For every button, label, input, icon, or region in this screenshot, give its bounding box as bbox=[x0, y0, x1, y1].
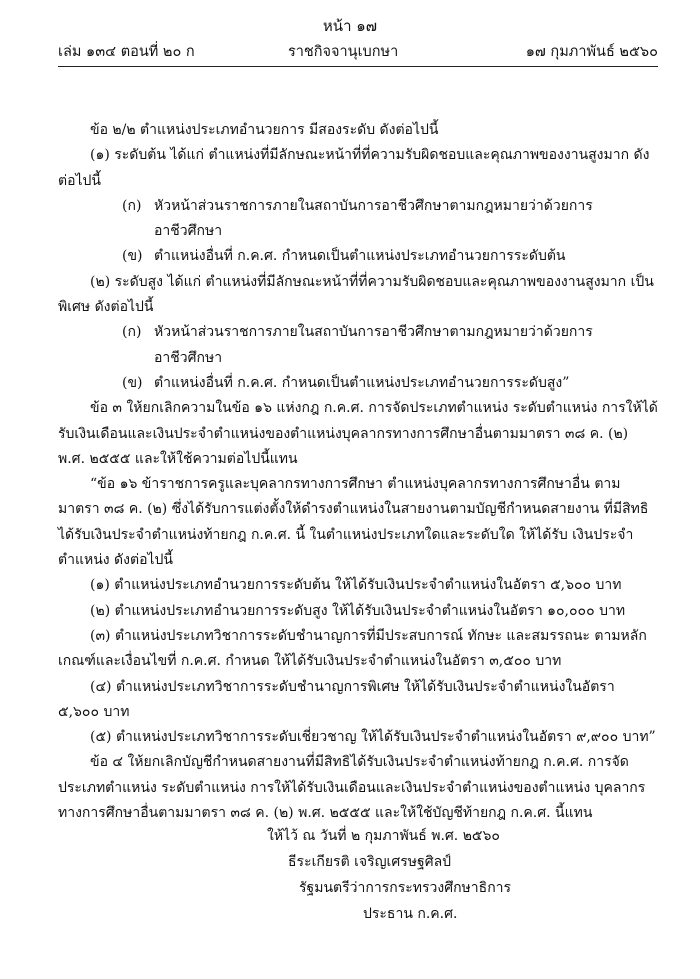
item-marker: (ข) bbox=[122, 374, 143, 391]
signature-block bbox=[250, 823, 580, 927]
clause-16-item-4: (๔) ตำแหน่งประเภทวิชาการระดับชำนาญการพิเศษ ให้ได้รับเงินประจำตำแหน่งในอัตรา ๕,๖๐๐ บาท bbox=[58, 678, 615, 720]
signatory-position: รัฐมนตรีว่าการกระทรวงศึกษาธิการ bbox=[299, 880, 512, 896]
clause-2-2-level-2-b bbox=[58, 371, 658, 396]
signatory-name: ธีระเกียรติ เจริญเศรษฐศิลป์ bbox=[288, 854, 452, 870]
volume-issue: เล่ม ๑๓๔ ตอนที่ ๒๐ ก bbox=[58, 44, 195, 60]
clause-3: ข้อ ๓ ให้ยกเลิกความในข้อ ๑๖ แห่งกฎ ก.ค.ศ. การจัดประเภทตำแหน่ง ระดับตำแหน่ง การให้ได้รับเงินเดือนและเงินประจำตำแหน่งของตำแหน่งบุคลากรทางการศึกษาอื่นตามมาตรา ๓๘ ค. (๒) พ.ศ. ๒๕๕๕ และให้ใช้ความต่อไปนี้แทน bbox=[58, 400, 658, 467]
item-marker: (ก) bbox=[122, 324, 142, 341]
header-divider bbox=[58, 66, 658, 67]
clause-2-2-level-1-b bbox=[58, 244, 658, 269]
clause-4: ข้อ ๔ ให้ยกเลิกบัญชีกำหนดสายงานที่มีสิทธิได้รับเงินประจำตำแหน่งท้ายกฎ ก.ค.ศ. การจัดประเภทตำแหน่ง ระดับตำแหน่ง การให้ได้รับเงินเดือนและเงินประจำตำแหน่งของตำแหน่ง บุคลากรทางการศึกษาอื่นตามมาตรา ๓๘ ค. (๒) พ.ศ. ๒๕๕๕ และให้ใช้บัญชีท้ายกฎ ก.ค.ศ. นี้แทน bbox=[58, 754, 646, 822]
clause-2-2-level-1: (๑) ระดับต้น ได้แก่ ตำแหน่งที่มีลักษณะหน้าที่ที่ความรับผิดชอบและคุณภาพของงานสูงมาก ดังต่อไปนี้ bbox=[58, 147, 650, 189]
item-marker: (ข) bbox=[122, 248, 143, 265]
item-marker: (ก) bbox=[122, 197, 142, 214]
publication-date: ๑๗ กุมภาพันธ์ ๒๕๖๐ bbox=[525, 44, 658, 60]
signatory-chair: ประธาน ก.ค.ศ. bbox=[363, 906, 458, 922]
signing-date: ให้ไว้ ณ วันที่ ๒ กุมภาพันธ์ พ.ศ. ๒๕๖๐ bbox=[267, 828, 500, 844]
document-body bbox=[58, 118, 658, 826]
clause-16-intro: “ข้อ ๑๖ ข้าราชการครูและบุคลากรทางการศึกษา ตำแหน่งบุคลากรทางการศึกษาอื่น ตามมาตรา ๓๘ ค. (๒) ซึ่งได้รับการแต่งตั้งให้ดำรงตำแหน่งในสายงานตามบัญชีกำหนดสายงาน ที่มีสิทธิได้รับเงินประจำตำแหน่งท้ายกฎ ก.ค.ศ. นี้ ในตำแหน่งประเภทใดและระดับใด ให้ได้รับ เงินประจำตำแหน่ง ดังต่อไปนี้ bbox=[58, 476, 649, 569]
clause-2-2-level-2: (๒) ระดับสูง ได้แก่ ตำแหน่งที่มีลักษณะหน้าที่ที่ความรับผิดชอบและคุณภาพของงานสูงมาก เป็นพิเศษ ดังต่อไปนี้ bbox=[58, 273, 654, 316]
clause-16-item-3: (๓) ตำแหน่งประเภทวิชาการระดับชำนาญการที่มีประสบการณ์ ทักษะ และสมรรถนะ ตามหลักเกณฑ์และเงื่อนไขที่ ก.ค.ศ. กำหนด ให้ได้รับเงินประจำตำแหน่งในอัตรา ๓,๕๐๐ บาท bbox=[58, 627, 647, 670]
gazette-title: ราชกิจจานุเบกษา bbox=[288, 44, 399, 60]
page-number: หน้า ๑๗ bbox=[322, 17, 378, 35]
clause-2-2: ข้อ ๒/๒ ตำแหน่งประเภทอำนวยการ มีสองระดับ ดังต่อไปนี้ bbox=[90, 122, 439, 138]
item-text: หัวหน้าส่วนราชการภายในสถาบันการอาชีวศึกษาตามกฎหมายว่าด้วยการอาชีวศึกษา bbox=[154, 197, 593, 240]
item-text: ตำแหน่งอื่นที่ ก.ค.ศ. กำหนดเป็นตำแหน่งประเภทอำนวยการระดับต้น bbox=[154, 248, 566, 265]
item-text: ตำแหน่งอื่นที่ ก.ค.ศ. กำหนดเป็นตำแหน่งประเภทอำนวยการระดับสูง” bbox=[154, 374, 570, 391]
clause-2-2-level-2-a bbox=[58, 320, 658, 371]
clause-16-item-2: (๒) ตำแหน่งประเภทอำนวยการระดับสูง ให้ได้รับเงินประจำตำแหน่งในอัตรา ๑๐,๐๐๐ บาท bbox=[90, 602, 626, 619]
clause-16-item-5: (๕) ตำแหน่งประเภทวิชาการระดับเชี่ยวชาญ ให้ได้รับเงินประจำตำแหน่งในอัตรา ๙,๙๐๐ บาท” bbox=[90, 729, 656, 746]
clause-16-item-1: (๑) ตำแหน่งประเภทอำนวยการระดับต้น ให้ได้รับเงินประจำตำแหน่งในอัตรา ๕,๖๐๐ บาท bbox=[90, 577, 622, 594]
clause-2-2-level-1-a bbox=[58, 194, 658, 245]
item-text: หัวหน้าส่วนราชการภายในสถาบันการอาชีวศึกษาตามกฎหมายว่าด้วยการอาชีวศึกษา bbox=[154, 324, 593, 366]
